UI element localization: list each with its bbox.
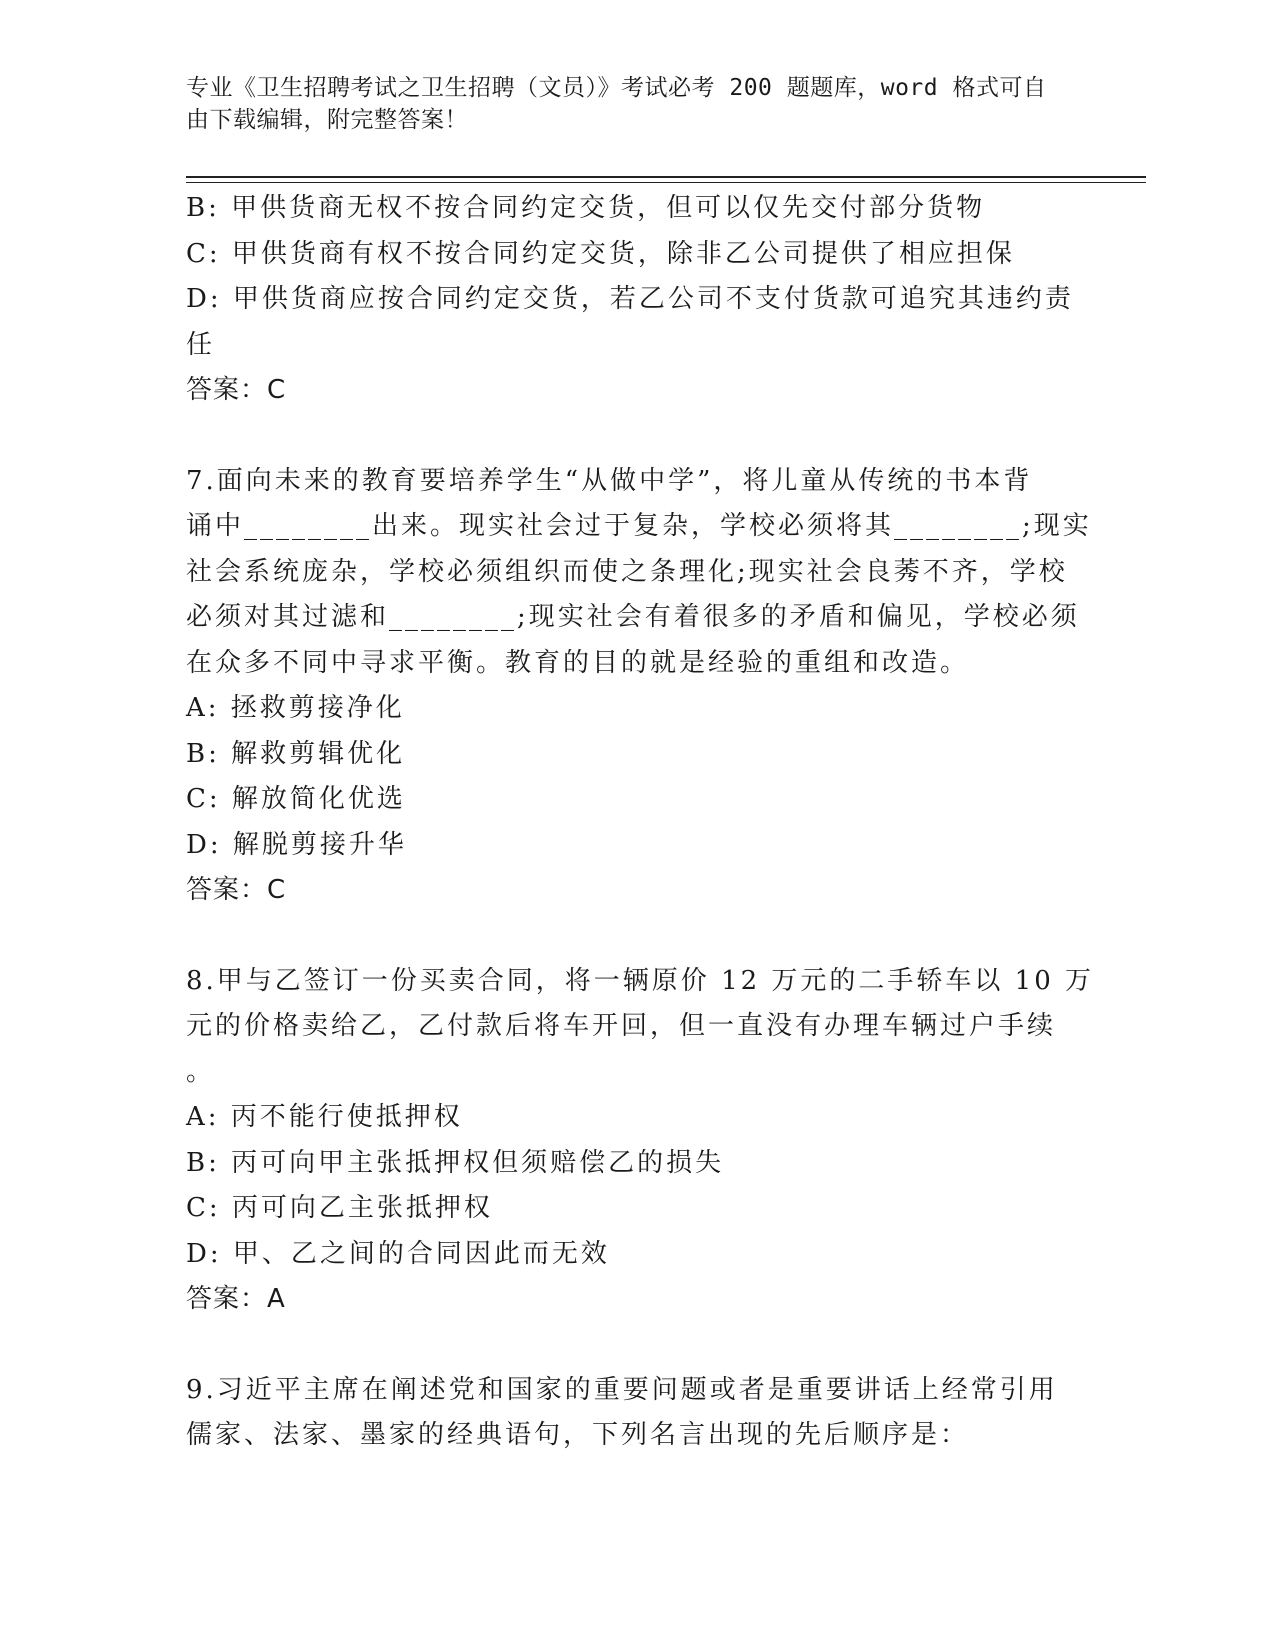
option-c: C: 丙可向乙主张抵押权 xyxy=(186,1193,493,1223)
question-stem-line: 元的价格卖给乙，乙付款后将车开回，但一直没有办理车辆过户手续 xyxy=(186,1011,1057,1041)
option-c: C: 甲供货商有权不按合同约定交货，除非乙公司提供了相应担保 xyxy=(186,238,1015,269)
option-a: A: 丙不能行使抵押权 xyxy=(186,1102,463,1132)
answer: 答案：A xyxy=(186,1284,286,1314)
option-c: C: 解放简化优选 xyxy=(186,784,406,814)
question-7 xyxy=(186,459,1092,914)
option-b: B: 丙可向甲主张抵押权但须赔偿乙的损失 xyxy=(186,1147,725,1178)
option-d-continued: 任 xyxy=(186,329,216,360)
header-line-1: 专业《卫生招聘考试之卫生招聘（文员）》考试必考 200 题题库，word 格式可自 xyxy=(186,75,1047,101)
option-b: B: 解救剪辑优化 xyxy=(186,738,406,769)
header-rule-thick xyxy=(186,176,1146,178)
option-a: A: 拯救剪接净化 xyxy=(186,693,405,723)
spacer xyxy=(186,914,1066,959)
header-rule-thin xyxy=(186,182,1146,183)
spacer xyxy=(186,1323,1066,1368)
header-line-2: 由下载编辑，附完整答案！ xyxy=(186,107,468,133)
question-stem-line: 7.面向未来的教育要培养学生“从做中学”，将儿童从传统的书本背 xyxy=(186,465,1033,496)
document-body xyxy=(186,186,1095,1459)
question-9 xyxy=(186,1368,1066,1459)
question-8 xyxy=(186,959,1095,1323)
question-stem-line: 在众多不同中寻求平衡。教育的目的就是经验的重组和改造。 xyxy=(186,647,970,678)
option-b: B: 甲供货商无权不按合同约定交货，但可以仅先交付部分货物 xyxy=(186,193,986,223)
option-d: D: 甲供货商应按合同约定交货，若乙公司不支付货款可追究其违约责 xyxy=(186,284,1074,314)
question-stem-line: 儒家、法家、墨家的经典语句，下列名言出现的先后顺序是： xyxy=(186,1420,970,1450)
answer: 答案：C xyxy=(186,875,287,905)
document-header xyxy=(186,72,1076,136)
question-stem-line: 诵中________出来。现实社会过于复杂，学校必须将其________;现实 xyxy=(186,511,1092,541)
spacer xyxy=(186,414,1066,459)
question-stem-line: 8.甲与乙签订一份买卖合同，将一辆原价 12 万元的二手轿车以 10 万 xyxy=(186,965,1095,996)
question-stem-line: 9.习近平主席在阐述党和国家的重要问题或者是重要讲话上经常引用 xyxy=(186,1374,1058,1405)
question-6 xyxy=(186,186,1074,414)
option-d: D: 解脱剪接升华 xyxy=(186,829,407,860)
question-stem-line: 必须对其过滤和________;现实社会有着很多的矛盾和偏见，学校必须 xyxy=(186,602,1080,632)
question-stem-line: 。 xyxy=(186,1056,216,1087)
option-d: D: 甲、乙之间的合同因此而无效 xyxy=(186,1238,610,1269)
answer: 答案：C xyxy=(186,375,287,405)
question-stem-line: 社会系统庞杂，学校必须组织而使之条理化;现实社会良莠不齐，学校 xyxy=(186,556,1068,587)
